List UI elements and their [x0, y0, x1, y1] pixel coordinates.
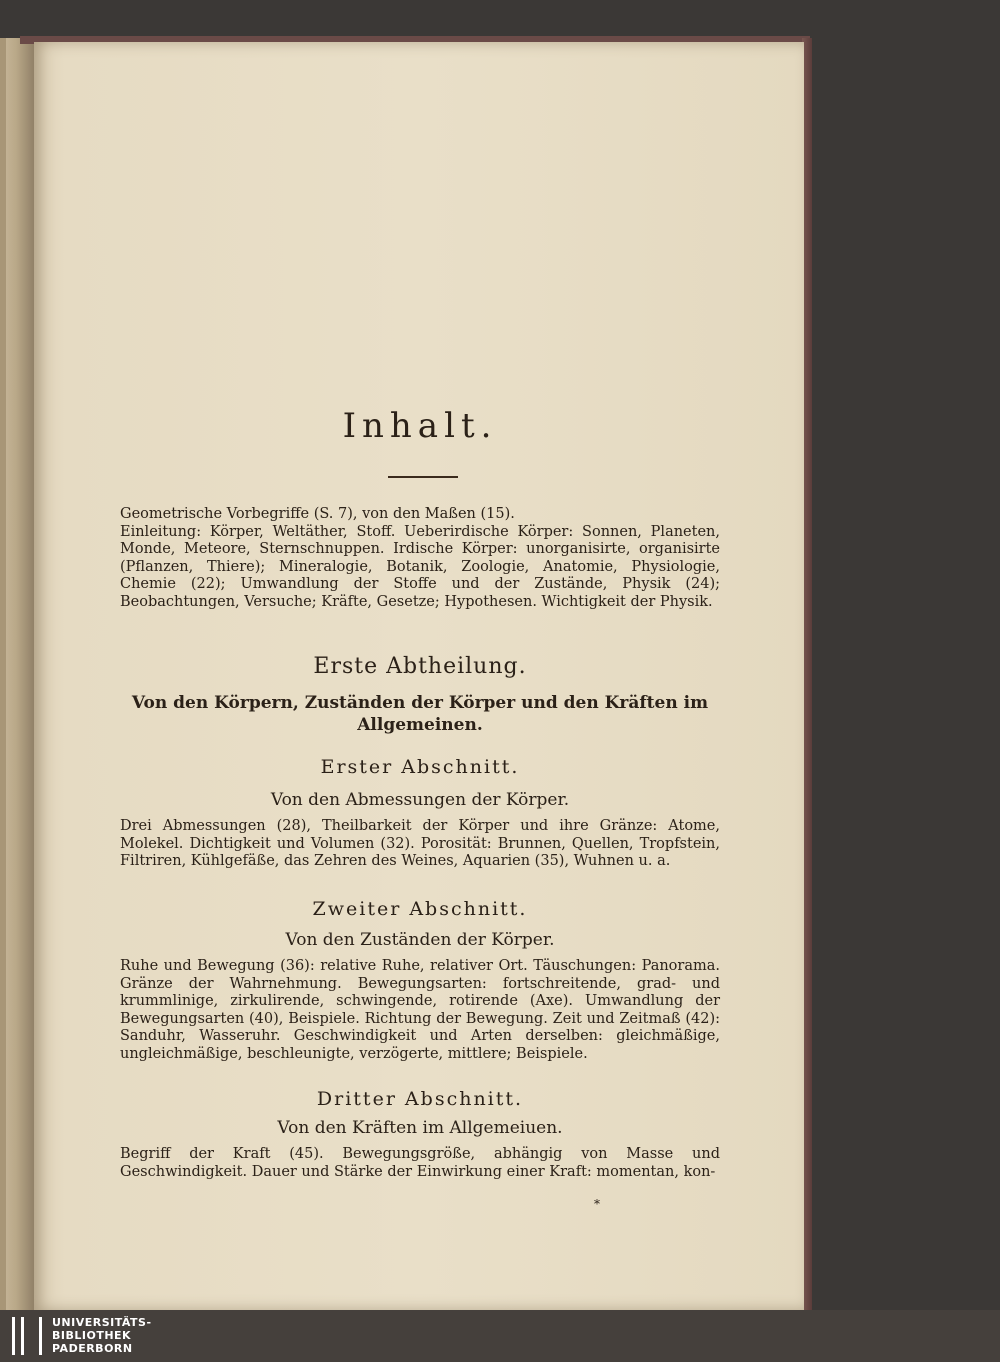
intro-text [120, 506, 720, 611]
library-name-line-2: BIBLIOTHEK [52, 1329, 132, 1342]
section-3-heading: Dritter Abschnitt. [316, 1088, 524, 1110]
library-name [52, 1316, 152, 1355]
intro-line-1: Geometrische Vorbegriffe (S. 7), von den Maßen (15). [120, 506, 515, 522]
library-footer [0, 1310, 1000, 1362]
signature-mark: * [594, 1197, 600, 1211]
book-page [34, 42, 804, 1310]
library-name-line-3: PADERBORN [52, 1342, 133, 1355]
title-rule [388, 476, 458, 478]
intro-line-2: Einleitung: Körper, Weltäther, Stoff. Ueberirdische Körper: Sonnen, Planeten, Monde, Meteore, Sternschnuppen. Irdische Körper: unorganisirte, organisirte (Pflanzen, Thiere); Mineralogie, Botanik, Zoologie, Anatomie, Physiologie, Chemie (22); Umwandlung der Stoffe und der Zustände, Physik (24); Beobachtungen, Versuche; Kräfte, Gesetze; Hypothesen. Wichtigkeit der Physik. [120, 523, 720, 610]
section-1-subheading: Von den Abmessungen der Körper. [270, 790, 570, 810]
section-2-text: Ruhe und Bewegung (36): relative Ruhe, relativer Ort. Täuschungen: Panorama. Gränze der Wahrnehmung. Bewegungsarten: fortschreitende, grad- und krummlinige, zirkulirende, schwingende, rotirende (Axe). Umwandlung der Bewegungsarten (40), Beispiele. Richtung der Bewegung. Zeit und Zeitmaß (42): Sanduhr, Wasseruhr. Geschwindigkeit und Arten derselben: gleichmäßige, ungleichmäßige, beschleunigte, verzögerte, mittlere; Beispiele. [120, 958, 720, 1062]
left-page-margin [0, 38, 6, 1310]
section-3-subheading: Von den Kräften im Allgemeiuen. [277, 1118, 563, 1138]
section-1-text: Drei Abmessungen (28), Theilbarkeit der Körper und ihre Gränze: Atome, Molekel. Dichtigkeit und Volumen (32). Porosität: Brunnen, Quellen, Tropfstein, Filtriren, Kühlgefäße, das Zehren des Weines, Aquarien (35), Wuhnen u. a. [120, 818, 720, 869]
university-library-logo-icon [12, 1317, 42, 1355]
division-title: Erste Abtheilung. [313, 654, 527, 679]
section-3-text: Begriff der Kraft (45). Bewegungsgröße, abhängig von Masse und Geschwindigkeit. Dauer und Stärke der Einwirkung einer Kraft: momentan, kon- [120, 1146, 720, 1180]
section-2-heading: Zweiter Abschnitt. [312, 898, 528, 920]
section-1-heading: Erster Abschnitt. [320, 756, 520, 778]
section-2-subheading: Von den Zuständen der Körper. [285, 930, 555, 950]
page-title: Inhalt. [342, 406, 498, 446]
library-name-line-1: UNIVERSITÄTS- [52, 1316, 152, 1329]
division-subtitle: Von den Körpern, Zuständen der Körper und den Kräften im Allgemeinen. [131, 693, 709, 735]
